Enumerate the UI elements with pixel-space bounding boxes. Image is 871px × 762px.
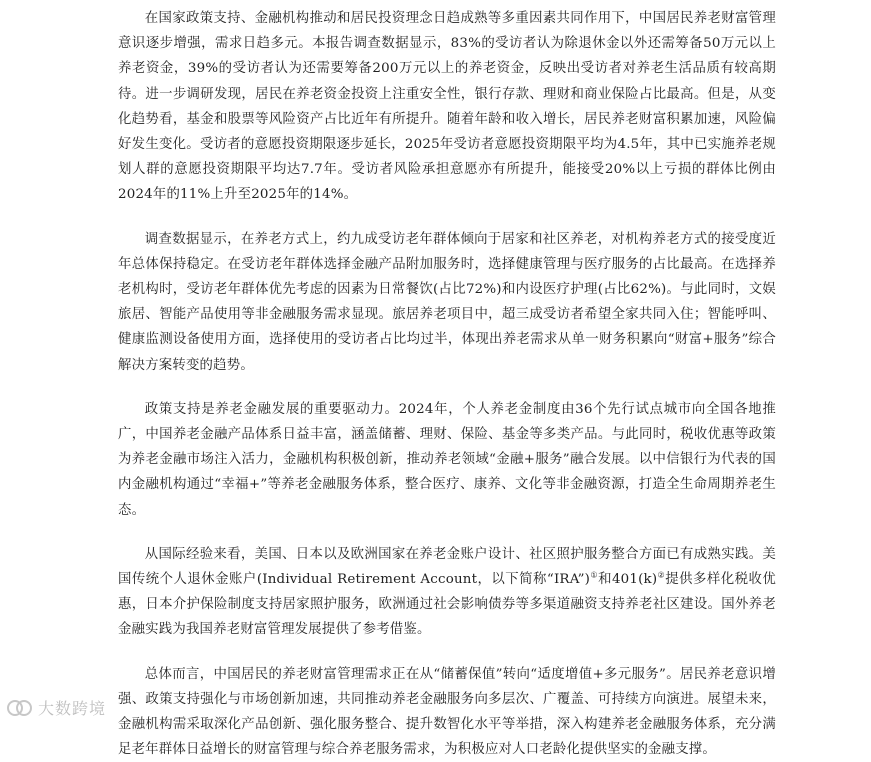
paragraph-summary-outlook: 总体而言，中国居民的养老财富管理需求正在从“储蓄保值”转向“适度增值+多元服务”。居民养老意识增强、政策支持强化与市场创新加速，共同推动养老金融服务向多层次、广覆盖、可持续方向演进。展望未来，金融机构需采取深化产品创新、强化服务整合、提升数智化水平等举措，深入构建养老金融服务体系，充分满足老年群体日益增长的财富管理与综合养老服务需求，为积极应对人口老龄化提供坚实的金融支撑。 [118, 666, 776, 758]
footnote-ref-2[interactable]: ② [657, 570, 666, 580]
intl-text-part1: 从国际经验来看，美国、日本以及欧洲国家在养老金账户设计、社区照护服务整合方面已有成熟实践。美国传统个人退休金账户(Individual Retirement Account，以下简称“IRA”) [118, 546, 776, 588]
watermark-text: 大数跨境 [38, 699, 107, 718]
intl-text-part3: 提供多样化税收优惠，日本介护保险制度支持居家照护服务，欧洲通过社会影响债券等多渠道融资支持养老社区建设。国外养老金融实践为我国养老财富管理发展提供了参考借鉴。 [118, 572, 776, 638]
paragraph-policy-support: 政策支持是养老金融发展的重要驱动力。2024年，个人养老金制度由36个先行试点城市向全国各地推广，中国养老金融产品体系日益丰富，涵盖储蓄、理财、保险、基金等多类产品。与此同时，税收优惠等政策为养老金融市场注入活力，金融机构积极创新，推动养老领域“金融+服务”融合发展。以中信银行为代表的国内金融机构通过“幸福+”等养老金融服务体系，整合医疗、康养、文化等非金融资源，打造全生命周期养老生态。 [118, 401, 776, 518]
report-body [118, 6, 776, 762]
paragraph-elderly-care-survey: 调查数据显示，在养老方式上，约九成受访老年群体倾向于居家和社区养老，对机构养老方式的接受度近年总体保持稳定。在受访老年群体选择金融产品附加服务时，选择健康管理与医疗服务的占比最高。在选择养老机构时，受访老年群体优先考虑的因素为日常餐饮(占比72%)和内设医疗护理(占比62%)。与此同时，文娱旅居、智能产品使用等非金融服务需求显现。旅居养老项目中，超三成受访者希望全家共同入住；智能呼叫、健康监测设备使用方面，选择使用的受访者占比均过半，体现出养老需求从单一财务积累向“财富+服务”综合解决方案转变的趋势。 [118, 231, 776, 373]
intl-text-part2: 和401(k) [598, 572, 658, 588]
footnote-ref-1[interactable]: ① [590, 570, 599, 580]
paragraph-international-experience [118, 542, 776, 643]
brand-logo-icon [6, 698, 34, 718]
watermark [6, 696, 106, 719]
paragraph-wealth-demand: 在国家政策支持、金融机构推动和居民投资理念日趋成熟等多重因素共同作用下，中国居民养老财富管理意识逐步增强，需求日趋多元。本报告调查数据显示，83%的受访者认为除退休金以外还需筹备50万元以上养老资金，39%的受访者认为还需要筹备200万元以上的养老资金，反映出受访者对养老生活品质有较高期待。进一步调研发现，居民在养老资金投资上注重安全性，银行存款、理财和商业保险占比最高。但是，从变化趋势看，基金和股票等风险资产占比近年有所提升。随着年龄和收入增长，居民养老财富积累加速，风险偏好发生变化。受访者的意愿投资期限逐步延长，2025年受访者意愿投资期限平均为4.5年，其中已实施养老规划人群的意愿投资期限平均达7.7年。受访者风险承担意愿亦有所提升，能接受20%以上亏损的群体比例由2024年的11%上升至2025年的14%。 [118, 11, 776, 203]
